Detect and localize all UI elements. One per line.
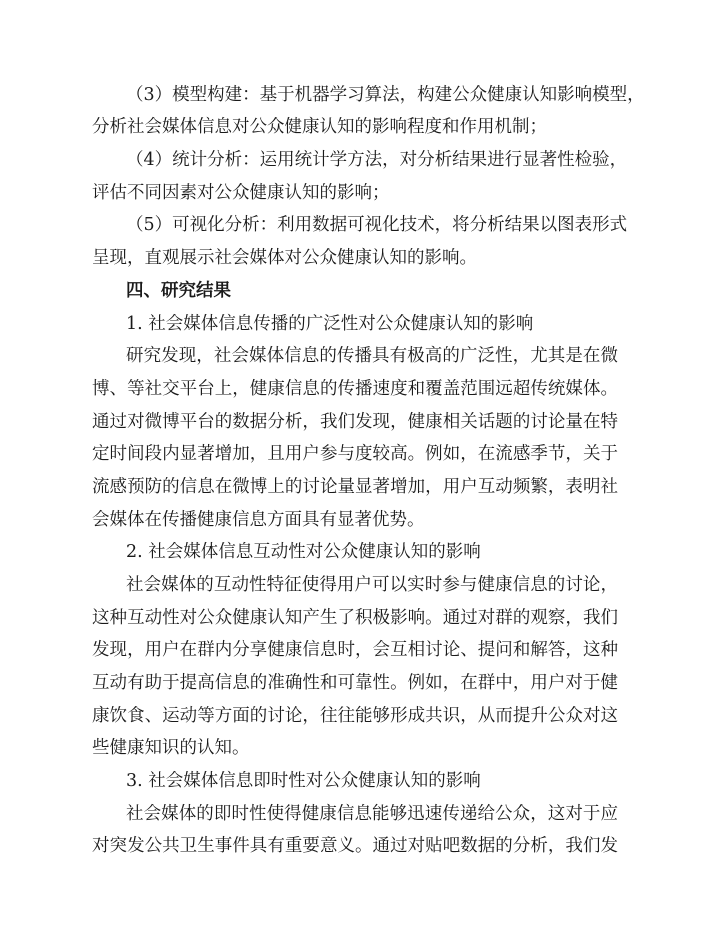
subsection-heading: 2. 社会媒体信息互动性对公众健康认知的影响 [126,542,481,562]
paragraph-line: 呈现，直观展示社会媒体对公众健康认知的影响。 [92,248,477,268]
section-heading: 四、研究结果 [126,281,231,301]
paragraph-line: 通过对微博平台的数据分析，我们发现，健康相关话题的讨论量在特 [92,412,618,432]
subsection-heading: 3. 社会媒体信息即时性对公众健康认知的影响 [126,771,481,791]
paragraph-line: 博、等社交平台上，健康信息的传播速度和覆盖范围远超传统媒体。 [92,379,618,399]
paragraph-line: 互动有助于提高信息的准确性和可靠性。例如，在群中，用户对于健 [92,673,618,693]
paragraph-line: 对突发公共卫生事件具有重要意义。通过对贴吧数据的分析，我们发 [92,836,618,856]
paragraph-line: （3）模型构建：基于机器学习算法，构建公众健康认知影响模型， [126,85,645,105]
paragraph-line: 康饮食、运动等方面的讨论，往往能够形成共识，从而提升公众对这 [92,706,618,726]
paragraph-line: 社会媒体的即时性使得健康信息能够迅速传递给公众，这对于应 [126,804,618,824]
paragraph-line: 社会媒体的互动性特征使得用户可以实时参与健康信息的讨论， [126,575,618,595]
paragraph-line: （5）可视化分析：利用数据可视化技术，将分析结果以图表形式 [126,215,628,235]
paragraph-line: 会媒体在传播健康信息方面具有显著优势。 [92,510,425,530]
paragraph-line: 些健康知识的认知。 [92,738,250,758]
paragraph-line: 这种互动性对公众健康认知产生了积极影响。通过对群的观察，我们 [92,608,618,628]
subsection-heading: 1. 社会媒体信息传播的广泛性对公众健康认知的影响 [126,314,534,334]
paragraph-line: 研究发现，社会媒体信息的传播具有极高的广泛性，尤其是在微 [126,346,618,366]
paragraph-line: 分析社会媒体信息对公众健康认知的影响程度和作用机制； [92,117,547,137]
paragraph-line: 定时间段内显著增加，且用户参与度较高。例如，在流感季节，关于 [92,444,618,464]
paragraph-line: （4）统计分析：运用统计学方法，对分析结果进行显著性检验， [126,150,628,170]
paragraph-line: 评估不同因素对公众健康认知的影响； [92,183,390,203]
paragraph-line: 流感预防的信息在微博上的讨论量显著增加，用户互动频繁，表明社 [92,477,618,497]
paragraph-line: 发现，用户在群内分享健康信息时，会互相讨论、提问和解答，这种 [92,640,618,660]
